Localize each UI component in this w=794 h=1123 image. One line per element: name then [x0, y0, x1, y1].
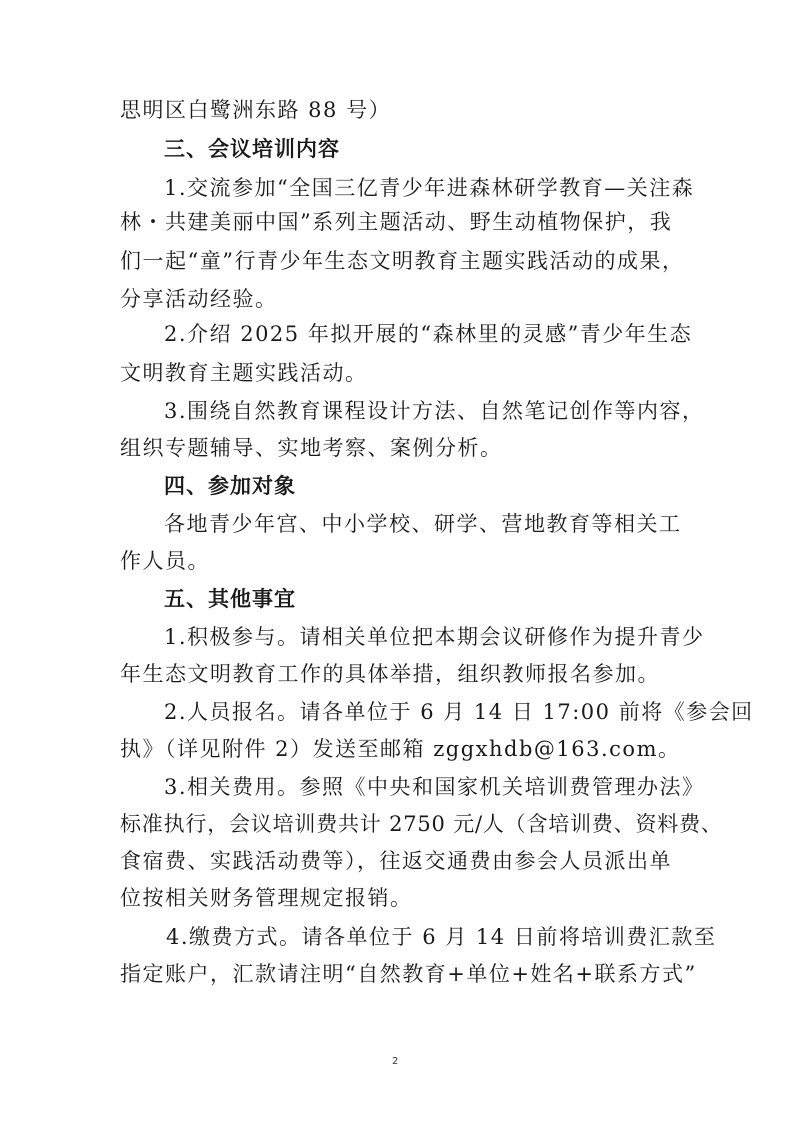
text-line: 分享活动经验。 — [120, 287, 278, 311]
text-line: 各地青少年宫、中小学校、研学、营地教育等相关工 — [164, 512, 682, 536]
page-number: 2 — [392, 1056, 399, 1067]
text-line: 们一起“童”行青少年生态文明教育主题实践活动的成果， — [120, 249, 685, 273]
section-heading-4: 四、参加对象 — [164, 474, 296, 498]
text-line: 文明教育主题实践活动。 — [120, 361, 368, 385]
text-line: 2.介绍 2025 年拟开展的“森林里的灵感”青少年生态 — [164, 322, 693, 346]
text-line: 2.人员报名。请各单位于 6 月 14 日 17:00 前将《参会回 — [164, 700, 754, 724]
text-line: 指定账户，汇款请注明“自然教育+单位+姓名+联系方式” — [120, 962, 697, 986]
text-line: 食宿费、实践活动费等），往返交通费由参会人员派出单 — [120, 849, 672, 873]
text-line: 执》（详见附件 2）发送至邮箱 zggxhdb@163.com。 — [120, 737, 681, 761]
text-line: 思明区白鹭洲东路 88 号） — [120, 98, 392, 122]
section-heading-5: 五、其他事宜 — [164, 587, 296, 611]
text-line: 1.交流参加“全国三亿青少年进森林研学教育—关注森 — [164, 176, 695, 200]
text-line: 1.积极参与。请相关单位把本期会议研修作为提升青少 — [164, 625, 705, 649]
text-line: 林・共建美丽中国”系列主题活动、野生动植物保护，我 — [120, 210, 673, 234]
section-heading-3: 三、会议培训内容 — [164, 137, 340, 161]
text-line: 年生态文明教育工作的具体举措，组织教师报名参加。 — [120, 662, 660, 686]
text-line: 3.相关费用。参照《中央和国家机关培训费管理办法》 — [164, 775, 705, 799]
text-line: 组织专题辅导、实地考察、案例分析。 — [120, 436, 503, 460]
text-line: 标准执行，会议培训费共计 2750 元/人（含培训费、资料费、 — [120, 812, 723, 836]
text-line: 3.围绕自然教育课程设计方法、自然笔记创作等内容， — [164, 399, 705, 423]
text-line: 位按相关财务管理规定报销。 — [120, 886, 413, 910]
text-line: 作人员。 — [120, 549, 210, 573]
text-line: 4.缴费方式。请各单位于 6 月 14 日前将培训费汇款至 — [166, 925, 717, 949]
